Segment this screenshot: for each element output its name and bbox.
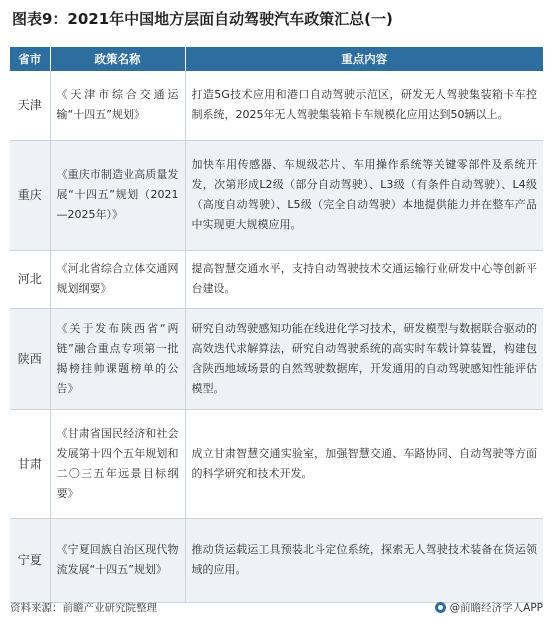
content-cell: 研究自动驾驶感知功能在线进化学习技术，研发模型与数据联合驱动的高效迭代求解算法，研究自动驾驶系统的高实时车载计算装置，构建包含陕西地域场景的自然驾驶数据库，开发通用的自动驾驶感知性能评估模型。 — [185, 308, 543, 409]
province-cell: 重庆 — [10, 140, 50, 250]
province-cell: 陕西 — [10, 308, 50, 409]
policy-cell: 《重庆市制造业高质量发展“十四五”规划（2021—2025年）》 — [50, 140, 185, 250]
policy-cell: 《关于发布陕西省“两链”融合重点专项第一批揭榜挂帅课题榜单的公告》 — [50, 308, 185, 409]
table-row — [10, 140, 543, 250]
footer — [10, 598, 543, 618]
table-row — [10, 518, 543, 602]
policy-cell: 《天津市综合交通运输“十四五”规划》 — [50, 71, 185, 140]
table-row — [10, 409, 543, 518]
policy-table — [10, 47, 543, 603]
header-policy: 政策名称 — [50, 47, 185, 71]
content-cell: 加快车用传感器、车规级芯片、车用操作系统等关键零部件及系统开发，次第形成L2级（部分自动驾驶）、L3级（有条件自动驾驶）、L4级（高度自动驾驶）、L5级（完全自动驾驶）本地提供能力并在整车产品中实现更大规模应用。 — [185, 140, 543, 250]
content-cell: 打造5G技术应用和港口自动驾驶示范区，研发无人驾驶集装箱卡车控制系统，2025年无人驾驶集装箱卡车规模化应用达到50辆以上。 — [185, 71, 543, 140]
province-cell: 河北 — [10, 250, 50, 308]
brand-credit — [435, 600, 543, 615]
table-header-row — [10, 47, 543, 71]
content-cell: 推动货运载运工具预装北斗定位系统，探索无人驾驶技术装备在货运领域的应用。 — [185, 518, 543, 602]
province-cell: 天津 — [10, 71, 50, 140]
policy-cell: 《宁夏回族自治区现代物流发展“十四五”规划》 — [50, 518, 185, 602]
province-cell: 宁夏 — [10, 518, 50, 602]
chart-title: 图表9：2021年中国地方层面自动驾驶汽车政策汇总(一) — [12, 10, 393, 28]
province-cell: 甘肃 — [10, 409, 50, 518]
table-row — [10, 308, 543, 409]
header-content: 重点内容 — [185, 47, 543, 71]
source-note: 资料来源：前瞻产业研究院整理 — [10, 602, 157, 614]
brand-logo-icon — [435, 602, 446, 613]
content-cell: 提高智慧交通水平，支持自动驾驶技术交通运输行业研发中心等创新平台建设。 — [185, 250, 543, 308]
brand-label: @前瞻经济学人APP — [449, 602, 543, 614]
content-cell: 成立甘肃智慧交通实验室，加强智慧交通、车路协同、自动驾驶等方面的科学研究和技术开发。 — [185, 409, 543, 518]
table-row — [10, 250, 543, 308]
header-province: 省市 — [10, 47, 50, 71]
policy-cell: 《河北省综合立体交通网规划纲要》 — [50, 250, 185, 308]
table-row — [10, 71, 543, 140]
policy-cell: 《甘肃省国民经济和社会发展第十四个五年规划和二〇三五年远景目标纲要》 — [50, 409, 185, 518]
